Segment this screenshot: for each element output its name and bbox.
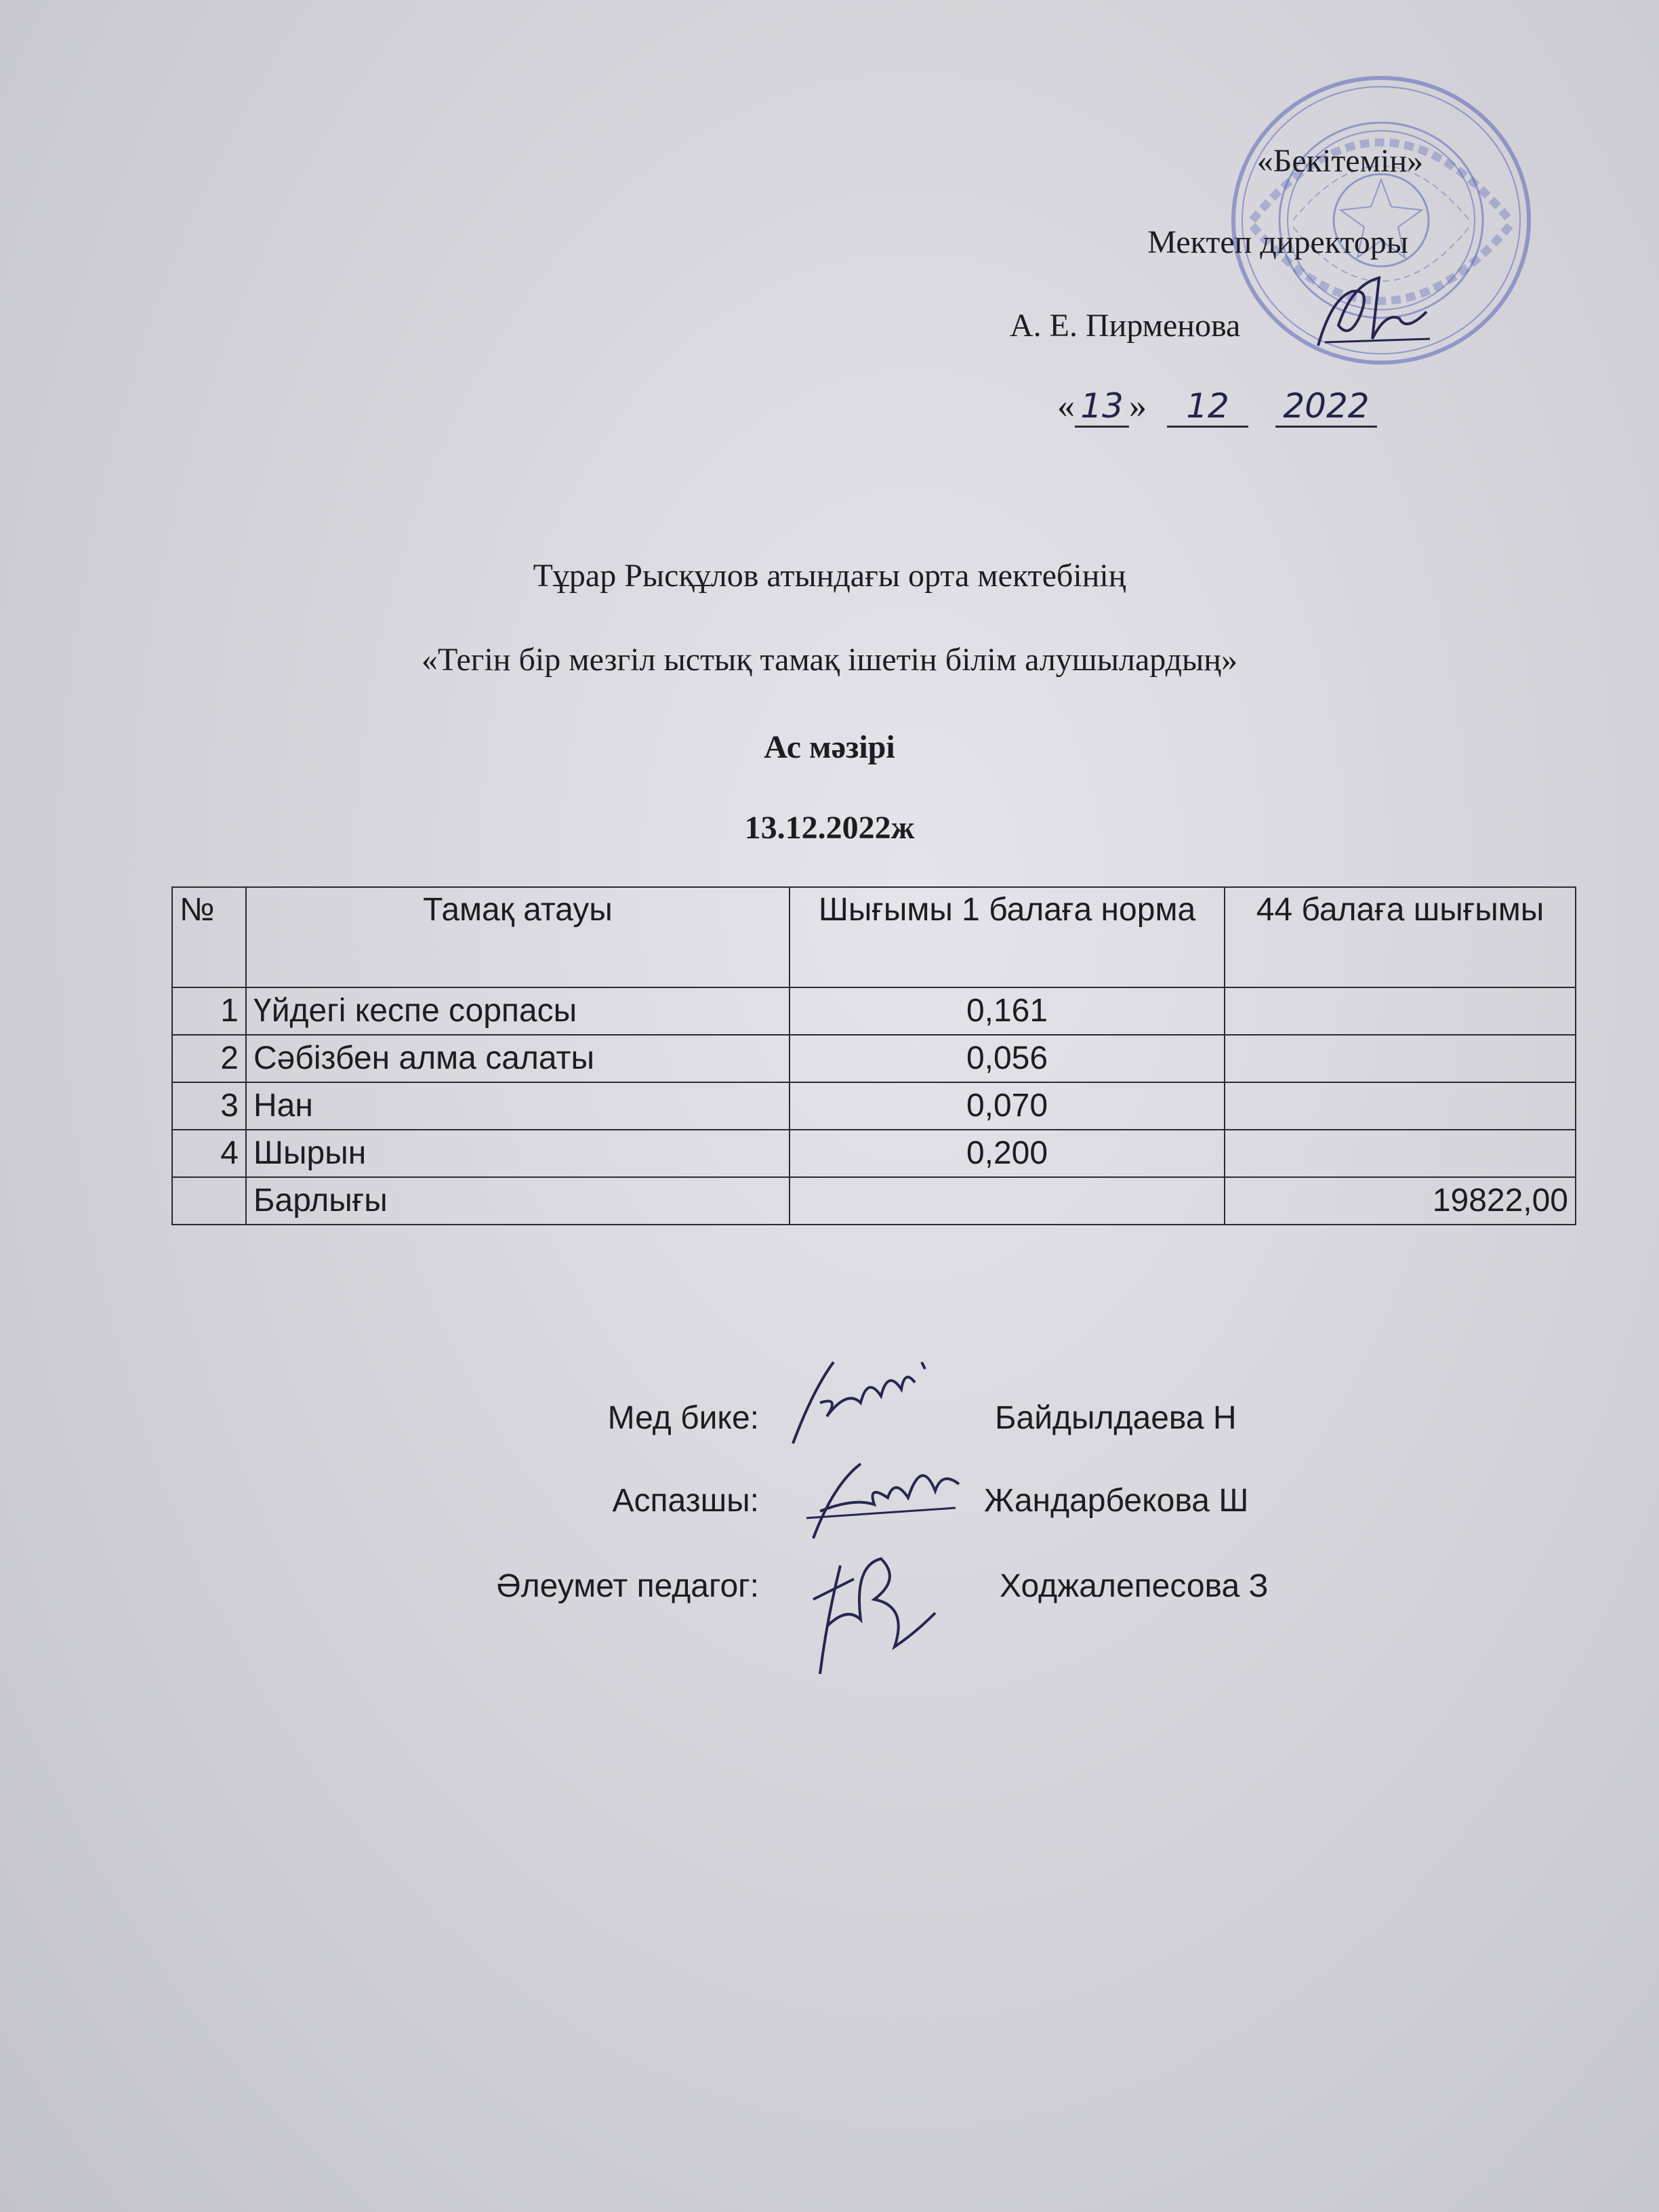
- header-norm: Шығымы 1 балаға норма: [790, 887, 1225, 987]
- signature-role-nurse: Мед бике:: [607, 1400, 759, 1436]
- menu-date: 13.12.2022ж: [744, 810, 915, 846]
- row-num: 4: [172, 1130, 246, 1177]
- table-total-row: [172, 1177, 1576, 1225]
- school-title: Тұрар Рысқұлов атындағы орта мектебінің: [533, 558, 1126, 594]
- row-name: Сәбізбен алма салаты: [246, 1035, 790, 1082]
- row-name: Үйдегі кеспе сорпасы: [246, 987, 790, 1035]
- row-total: [1225, 987, 1576, 1035]
- row-norm: 0,070: [790, 1082, 1225, 1130]
- signature-role-social-pedagogue: Әлеумет педагог:: [496, 1568, 759, 1604]
- total-norm: [790, 1177, 1225, 1225]
- director-name: А. Е. Пирменова: [1010, 308, 1241, 344]
- date-month: 12: [1167, 386, 1248, 428]
- director-signature: [1311, 271, 1433, 359]
- row-norm: 0,200: [790, 1130, 1225, 1177]
- signature-name-cook: Жандарбекова Ш: [984, 1483, 1249, 1519]
- header-num: №: [172, 887, 246, 987]
- row-norm: 0,056: [790, 1035, 1225, 1082]
- date-year: 2022: [1275, 386, 1377, 428]
- signature-role-cook: Аспазшы:: [612, 1483, 759, 1519]
- table-row: [172, 987, 1576, 1035]
- menu-title: Ас мәзірі: [764, 729, 895, 765]
- table-row: [172, 1130, 1576, 1177]
- row-name: Шырын: [246, 1130, 790, 1177]
- director-position: Мектеп директоры: [1147, 224, 1408, 260]
- approval-date: [1057, 386, 1377, 428]
- row-norm: 0,161: [790, 987, 1225, 1035]
- total-value: 19822,00: [1225, 1177, 1576, 1225]
- date-open-quote: «: [1057, 387, 1075, 426]
- row-total: [1225, 1082, 1576, 1130]
- row-num: 1: [172, 987, 246, 1035]
- signature-name-social-pedagogue: Ходжалепесова З: [1000, 1568, 1269, 1604]
- nurse-signature: [786, 1349, 935, 1450]
- document-subtitle: «Тегін бір мезгіл ыстық тамақ ішетін білім алушылардың»: [421, 642, 1237, 678]
- header-name: Тамақ атауы: [246, 887, 790, 987]
- table-row: [172, 1082, 1576, 1130]
- row-num: 3: [172, 1082, 246, 1130]
- row-name: Нан: [246, 1082, 790, 1130]
- row-num: 2: [172, 1035, 246, 1082]
- approval-label: «Бекітемін»: [1256, 143, 1423, 179]
- date-close-quote: »: [1129, 387, 1147, 426]
- header-total: 44 балаға шығымы: [1225, 887, 1576, 987]
- row-total: [1225, 1130, 1576, 1177]
- table-row: [172, 1035, 1576, 1082]
- cook-signature: [800, 1443, 962, 1545]
- table-header-row: [172, 887, 1576, 987]
- signature-name-nurse: Байдылдаева Н: [995, 1400, 1237, 1436]
- date-day: 13: [1075, 386, 1129, 428]
- menu-table: [171, 886, 1576, 1225]
- social-pedagogue-signature: [800, 1538, 956, 1681]
- row-total: [1225, 1035, 1576, 1082]
- total-num: [172, 1177, 246, 1225]
- total-label: Барлығы: [246, 1177, 790, 1225]
